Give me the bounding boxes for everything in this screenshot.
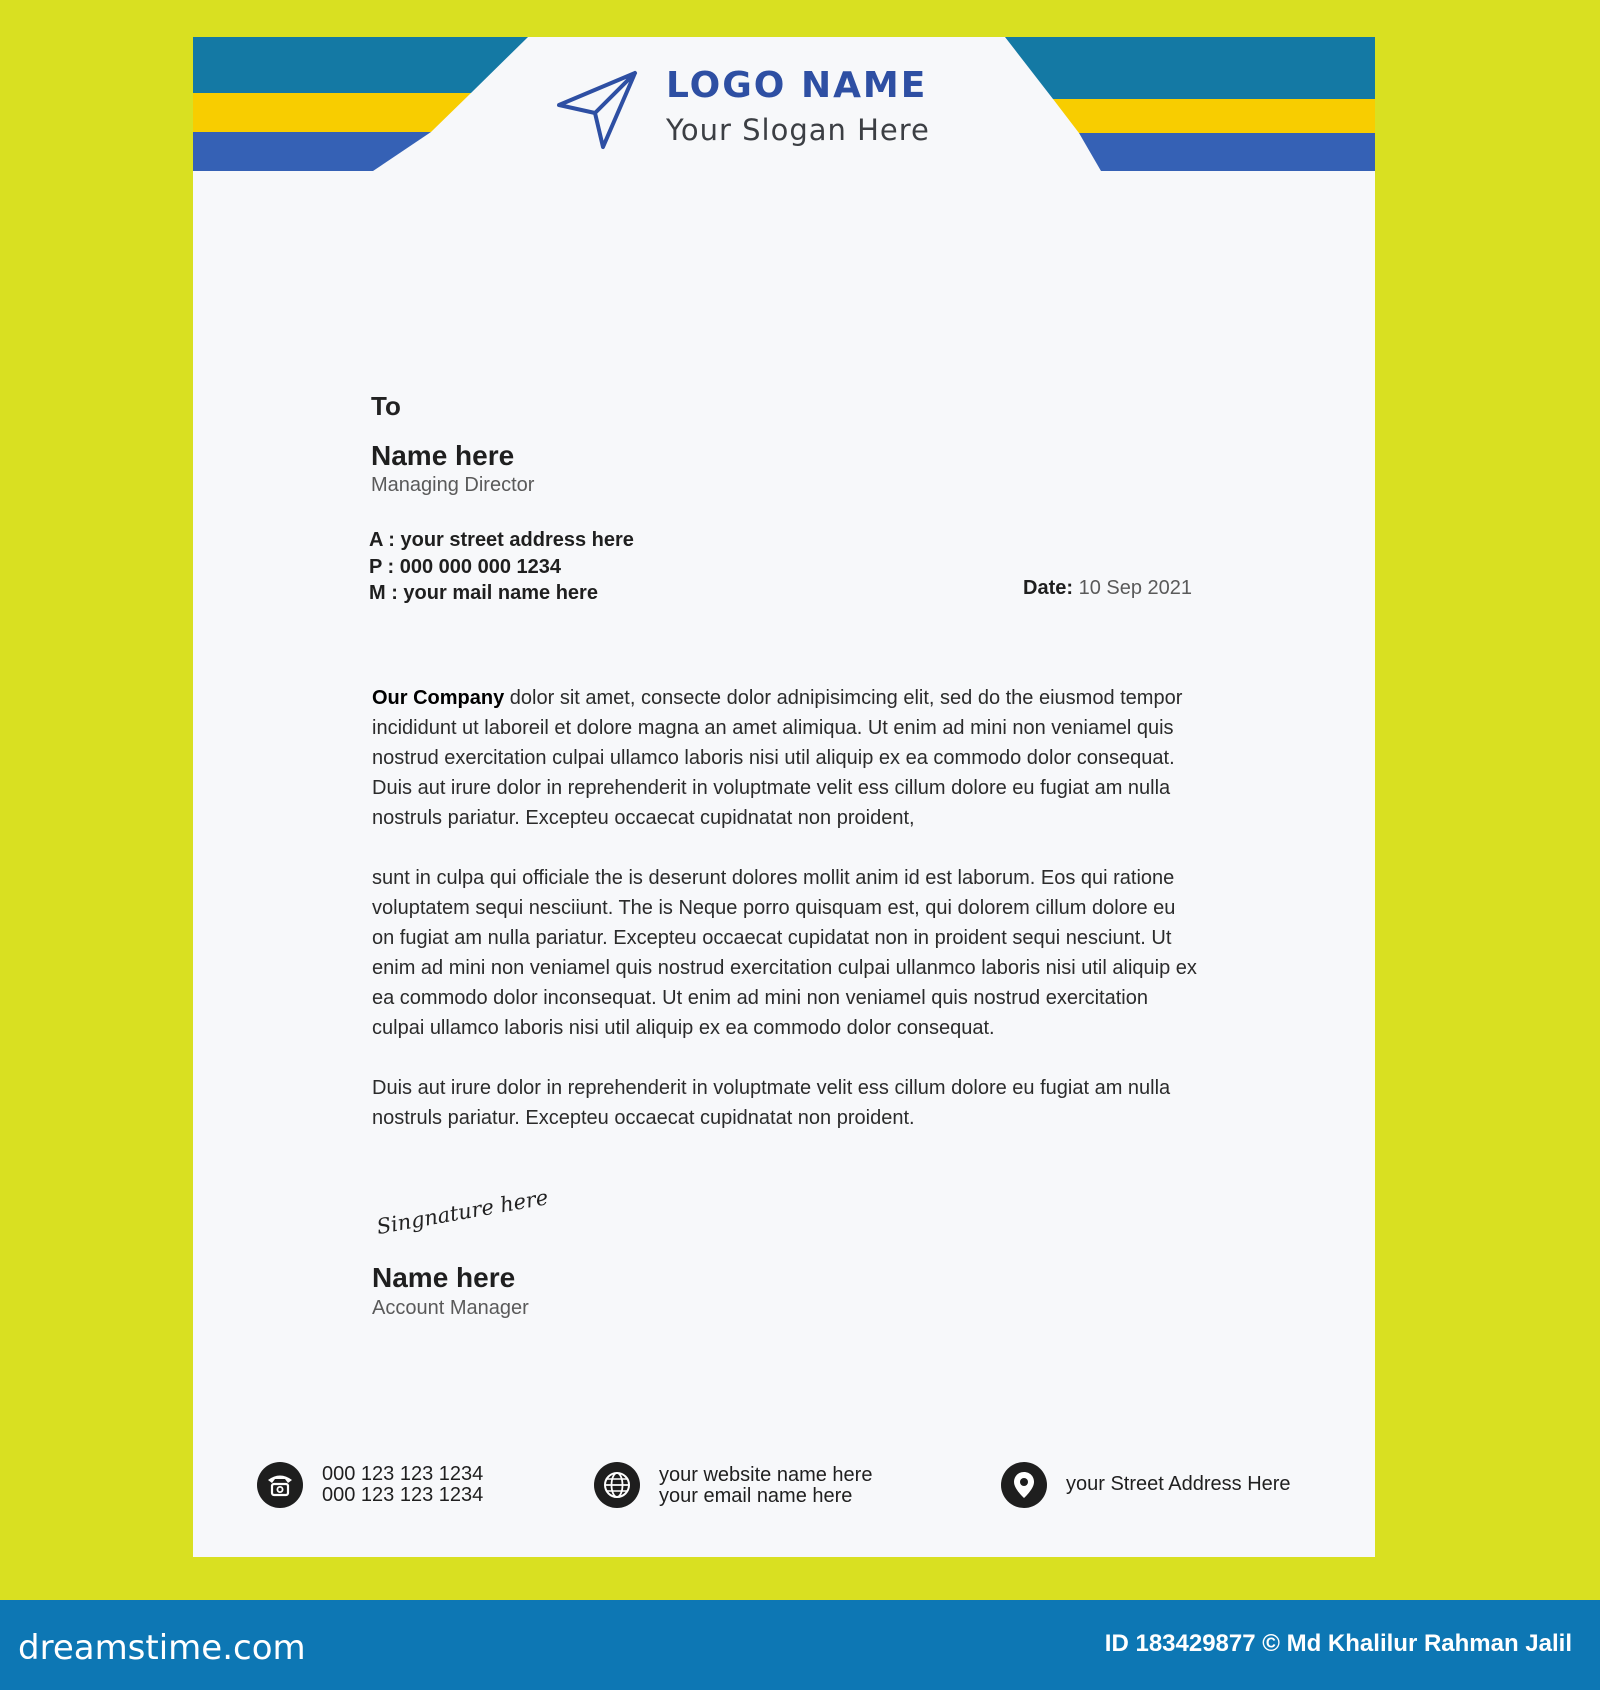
location-pin-icon [1001,1462,1047,1508]
body-paragraph-1 [372,683,1202,833]
body-paragraph-2: sunt in culpa qui officiale the is deserunt dolores mollit anim id est laborum. Eos qui ratione voluptatem sequi nesciiunt. The is Neque porro quisquam est, qui dolorem cillum dolore eu on fugiat am nulla pariatur. Excepteu occaecat cupidatat non in proident sequi nesciunt. Ut enim ad mini non veniamel quis nostrud exercitation culpai ullanmco laboris nisi util aliquip ex ea commodo dolor inconsequat. Ut enim ad mini non veniamel quis nostrud exercitation culpai ullamco laboris nisi util aliquip ex ea commodo dolor consequat. [372,867,1197,1039]
stripe-teal-right [1005,37,1375,99]
footer-phone-1: 000 123 123 1234 [322,1463,484,1485]
company-name: Our Company [372,687,505,709]
signer-name: Name here [372,1262,516,1293]
stripe-blue-left [193,132,431,171]
recipient-phone: P : 000 000 000 1234 [369,556,562,578]
letter-body [372,683,1202,1163]
stripe-yellow-left [193,93,471,132]
signer-title: Account Manager [372,1297,529,1319]
footer-phone-2: 000 123 123 1234 [322,1484,484,1506]
watermark-brand: dreamstime.com [18,1628,306,1668]
recipient-title: Managing Director [371,474,535,496]
to-label: To [371,391,401,421]
stripe-yellow-right [1053,99,1375,133]
watermark-bar [0,1600,1600,1690]
header-stripes-left [193,37,533,171]
paper-plane-icon [555,67,639,151]
footer-address: your Street Address Here [1066,1473,1291,1495]
stripe-teal-left [193,37,528,93]
body-paragraph-1-text: dolor sit amet, consecte dolor adnipisimcing elit, sed do the eiusmod tempor incididunt ut laboreil et dolore magna an amet alimiqua. Ut enim ad mini non veniamel quis nostrud exercitation culpai ullamco laboris nisi util aliquip ex ea commodo dolor consequat. Duis aut irure dolor in reprehenderit in voluptmate velit ess cillum dolore eu fugiat am nulla nostruls pariatur. Excepteu occaecat cupidnatat non proident, [372,687,1183,829]
logo-name: LOGO NAME [666,65,928,106]
footer-phones [322,1464,483,1506]
date-label: Date: [1023,577,1074,599]
recipient-name: Name here [371,440,515,471]
stripe-blue-right [1079,133,1375,171]
watermark-credit: ID 183429877 © Md Khalilur Rahman Jalil [1104,1630,1572,1657]
logo-slogan: Your Slogan Here [666,113,930,147]
telephone-icon [257,1462,303,1508]
signature-script: Singnature here [374,1185,551,1239]
letter-date [1023,577,1192,600]
recipient-mail: M : your mail name here [369,582,598,604]
date-value: 10 Sep 2021 [1078,577,1193,599]
globe-icon [594,1462,640,1508]
footer-email: your email name here [659,1485,853,1507]
header-stripes-right [1005,37,1375,171]
recipient-address: A : your street address here [369,529,634,551]
letterhead-page [193,37,1375,1557]
footer-website: your website name here [659,1464,873,1486]
footer-web [659,1465,872,1507]
body-paragraph-3: Duis aut irure dolor in reprehenderit in voluptmate velit ess cillum dolore eu fugiat am nulla nostruls pariatur. Excepteu occaecat cupidnatat non proident. [372,1077,1171,1129]
